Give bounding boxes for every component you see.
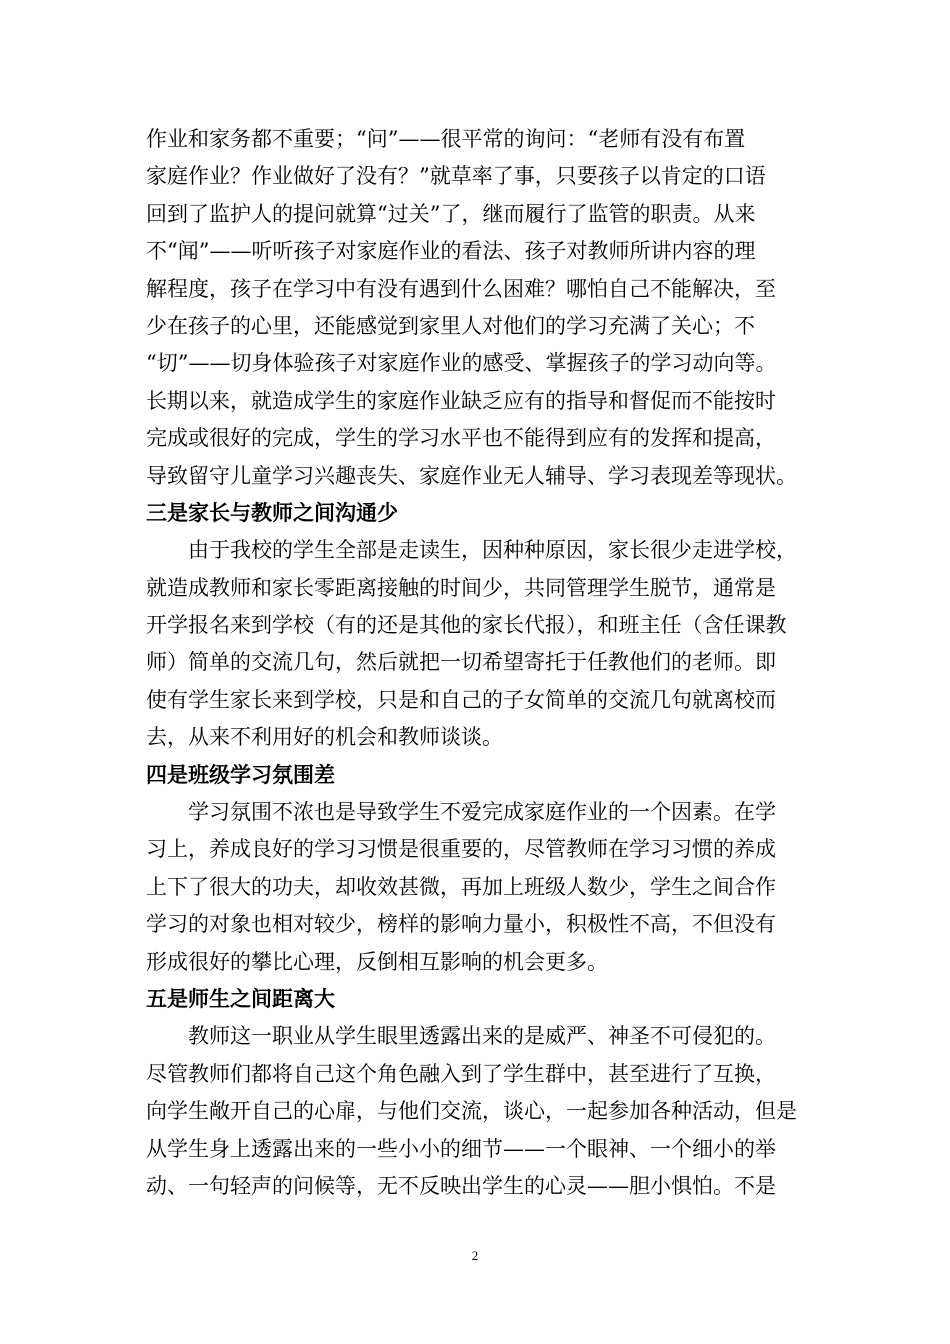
text-line: 解程度，孩子在学习中有没有遇到什么困难？哪怕自己不能解决，至 [146, 276, 776, 301]
paragraph-5 [146, 1018, 818, 1205]
paragraph-continuation [146, 121, 818, 495]
document-body [146, 121, 818, 1205]
text-line: 上下了很大的功夫，却收效甚微，再加上班级人数少，学生之间合作 [146, 874, 776, 899]
text-line: 导致留守儿童学习兴趣丧失、家庭作业无人辅导、学习表现差等现状。 [146, 463, 797, 488]
text-line: 作业和家务都不重要；“问”——很平常的询问：“老师有没有布置 [146, 127, 746, 151]
text-line: 回到了监护人的提问就算“过关”了，继而履行了监管的职责。从来 [146, 201, 756, 226]
text-line: 尽管教师们都将自己这个角色融入到了学生群中，甚至进行了互换， [146, 1061, 776, 1086]
text-line: 使有学生家长来到学校，只是和自己的子女简单的交流几句就离校而 [146, 687, 776, 712]
text-line: 少在孩子的心里，还能感觉到家里人对他们的学习充满了关心；不 [146, 313, 755, 338]
paragraph-3 [146, 532, 818, 756]
text-line: 不“闻”——听听孩子对家庭作业的看法、孩子对教师所讲内容的理 [146, 239, 756, 264]
text-line: 长期以来，就造成学生的家庭作业缺乏应有的指导和督促而不能按时 [146, 388, 776, 413]
text-line: 就造成教师和家长零距离接触的时间少，共同管理学生脱节，通常是 [146, 575, 776, 600]
page-number: 2 [471, 1248, 479, 1263]
text-line: 师）简单的交流几句，然后就把一切希望寄托于任教他们的老师。即 [146, 650, 776, 675]
section-heading-3: 三是家长与教师之间沟通少 [146, 500, 398, 525]
text-line: 教师这一职业从学生眼里透露出来的是威严、神圣不可侵犯的。 [188, 1024, 776, 1049]
text-line: 学习的对象也相对较少，榜样的影响力量小，积极性不高，不但没有 [146, 912, 776, 937]
text-line: 动、一句轻声的问候等，无不反映出学生的心灵——胆小惧怕。不是 [146, 1173, 776, 1198]
text-line: 由于我校的学生全部是走读生，因种种原因，家长很少走进学校， [188, 538, 797, 563]
text-line: 习上，养成良好的学习习惯是很重要的，尽管教师在学习习惯的养成 [146, 837, 776, 862]
text-line: 开学报名来到学校（有的还是其他的家长代报），和班主任（含任课教 [146, 613, 787, 638]
section-heading-5: 五是师生之间距离大 [146, 986, 335, 1011]
text-line: 完成或很好的完成，学生的学习水平也不能得到应有的发挥和提高， [146, 426, 776, 451]
text-line: 形成很好的攀比心理，反倒相互影响的机会更多。 [146, 949, 608, 974]
text-line: 向学生敞开自己的心扉，与他们交流，谈心，一起参加各种活动，但是 [146, 1099, 797, 1124]
text-line: 去，从来不利用好的机会和教师谈谈。 [146, 725, 503, 750]
text-line: 从学生身上透露出来的一些小小的细节——一个眼神、一个细小的举 [146, 1136, 776, 1161]
text-line: “切”——切身体验孩子对家庭作业的感受、掌握孩子的学习动向等。 [146, 351, 777, 376]
paragraph-4 [146, 794, 818, 981]
section-heading-4: 四是班级学习氛围差 [146, 762, 335, 787]
text-line: 家庭作业？作业做好了没有？”就草率了事，只要孩子以肯定的口语 [146, 164, 766, 189]
text-line: 学习氛围不浓也是导致学生不爱完成家庭作业的一个因素。在学 [188, 800, 776, 825]
